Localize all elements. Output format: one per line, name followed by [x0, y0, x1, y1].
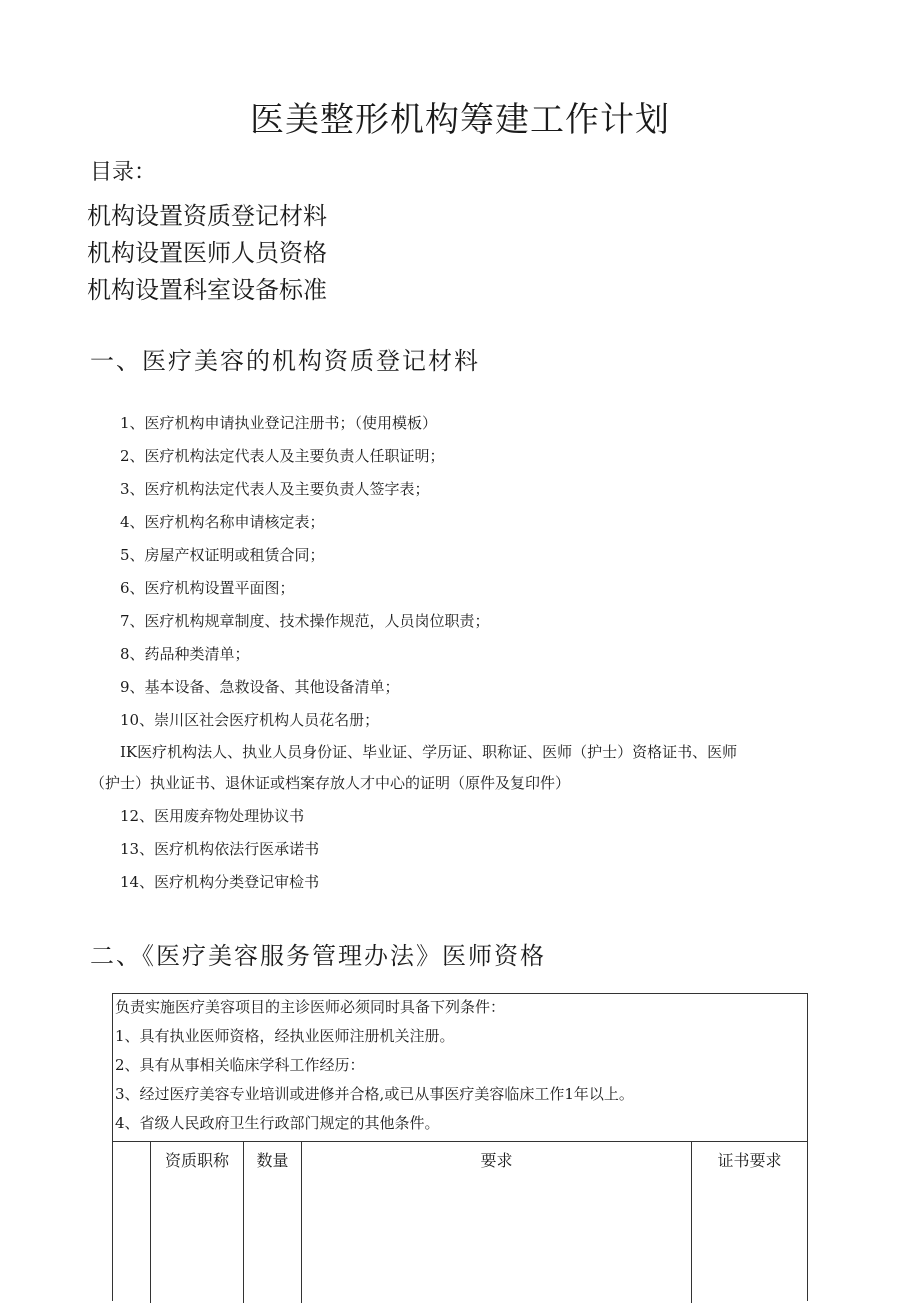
section-heading-2: 二、《医疗美容服务管理办法》医师资格 — [90, 942, 546, 970]
requirement-item: 1、具有执业医师资格，经执业医师注册机关注册。 — [115, 1027, 455, 1045]
list-item: 14、医疗机构分类登记审检书 — [120, 873, 320, 891]
column-divider — [243, 1176, 244, 1303]
list-item: 3、医疗机构法定代表人及主要负责人签字表； — [120, 480, 430, 498]
requirement-item: 3、经过医疗美容专业培训或进修并合格,或已从事医疗美容临床工作1年以上。 — [115, 1085, 634, 1103]
column-header-title: 资质职称 — [151, 1142, 244, 1176]
list-item: 7、医疗机构规章制度、技术操作规范，人员岗位职责； — [120, 612, 490, 630]
column-header-requirement: 要求 — [302, 1142, 692, 1176]
requirement-item: 2、具有从事相关临床学科工作经历： — [115, 1056, 365, 1074]
requirements-intro: 负责实施医疗美容项目的主诊医师必须同时具备下列条件： — [115, 998, 506, 1016]
list-item-continuation: （护士）执业证书、退休证或档案存放人才中心的证明（原件及复印件） — [90, 774, 571, 792]
list-item: 5、房屋产权证明或租赁合同； — [120, 546, 325, 564]
list-item: 6、医疗机构设置平面图； — [120, 579, 295, 597]
document-title: 医美整形机构筹建工作计划 — [250, 100, 670, 140]
list-item: 10、崇川区社会医疗机构人员花名册； — [120, 711, 380, 729]
column-divider — [301, 1176, 302, 1303]
list-item: 2、医疗机构法定代表人及主要负责人任职证明； — [120, 447, 445, 465]
list-item: 13、医疗机构依法行医承诺书 — [120, 840, 320, 858]
column-header-certificate: 证书要求 — [717, 1150, 782, 1170]
list-item: 8、药品种类清单； — [120, 645, 250, 663]
list-item: 4、医疗机构名称申请核定表； — [120, 513, 325, 531]
list-item: IK医疗机构法人、执业人员身份证、毕业证、学历证、职称证、医师（护士）资格证书、医师 — [120, 743, 738, 761]
column-header-blank — [113, 1142, 151, 1176]
section-heading-1: 一、医疗美容的机构资质登记材料 — [90, 347, 480, 375]
requirements-table — [112, 993, 808, 1301]
list-item: 1、医疗机构申请执业登记注册书；（使用模板） — [120, 414, 438, 432]
requirement-item: 4、省级人民政府卫生行政部门规定的其他条件。 — [115, 1114, 440, 1132]
column-divider — [150, 1176, 151, 1303]
toc-label: 目录： — [90, 160, 157, 185]
column-header-quantity: 数量 — [244, 1142, 302, 1176]
column-divider — [691, 1176, 692, 1303]
list-item: 12、医用废弃物处理协议书 — [120, 807, 305, 825]
list-item: 9、基本设备、急救设备、其他设备清单； — [120, 678, 400, 696]
table-header-row — [113, 1141, 807, 1303]
toc-item: 机构设置科室设备标准 — [87, 276, 327, 304]
toc-item: 机构设置医师人员资格 — [87, 239, 327, 267]
toc-item: 机构设置资质登记材料 — [87, 202, 327, 230]
